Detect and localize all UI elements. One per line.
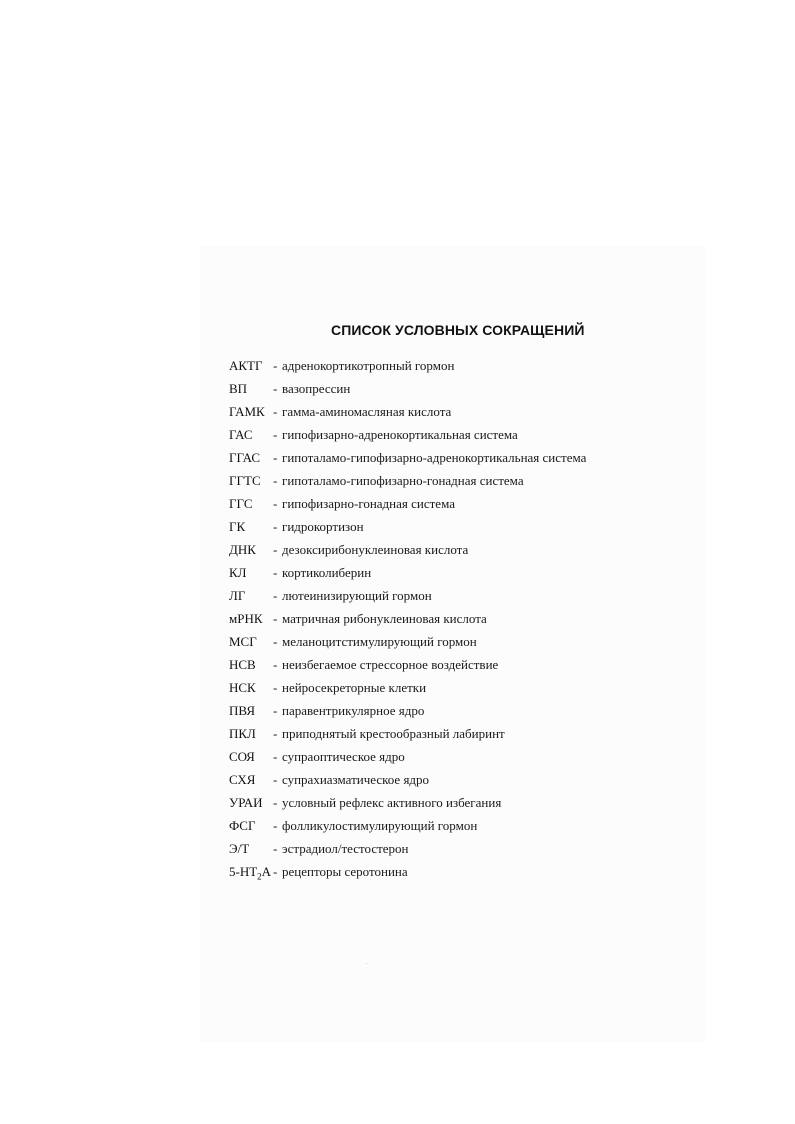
page-title: СПИСОК УСЛОВНЫХ СОКРАЩЕНИЙ <box>331 322 585 338</box>
dash-separator: - <box>273 381 278 396</box>
definition: кортиколиберин <box>282 565 372 580</box>
definition: лютеинизирующий гормон <box>282 588 432 603</box>
abbreviation-list <box>229 357 586 886</box>
definition: неизбегаемое стрессорное воздействие <box>282 657 499 672</box>
list-item <box>229 357 586 380</box>
list-item <box>229 817 586 840</box>
abbreviation-subscript: 2 <box>257 871 262 882</box>
list-item <box>229 426 586 449</box>
definition: фолликулостимулирующий гормон <box>282 818 478 833</box>
abbreviation: КЛ <box>229 565 247 580</box>
list-item <box>229 771 586 794</box>
dash-separator: - <box>273 588 278 603</box>
list-item <box>229 610 586 633</box>
dash-separator: - <box>273 703 278 718</box>
dash-separator: - <box>273 358 278 373</box>
dash-separator: - <box>273 496 278 511</box>
dash-separator: - <box>273 657 278 672</box>
list-item <box>229 794 586 817</box>
definition: нейросекреторные клетки <box>282 680 427 695</box>
scan-speck <box>366 963 367 964</box>
definition: гипоталамо-гипофизарно-адренокортикальная система <box>282 450 587 465</box>
dash-separator: - <box>273 772 278 787</box>
abbreviation <box>229 863 273 886</box>
abbreviation: мРНК <box>229 611 263 626</box>
definition: меланоцитстимулирующий гормон <box>282 634 477 649</box>
definition: условный рефлекс активного избегания <box>282 795 502 810</box>
dash-separator: - <box>273 818 278 833</box>
dash-separator: - <box>273 542 278 557</box>
abbreviation: ПВЯ <box>229 703 256 718</box>
abbreviation: Э/Т <box>229 841 250 856</box>
dash-separator: - <box>273 473 278 488</box>
abbreviation: ФСГ <box>229 818 256 833</box>
list-item <box>229 587 586 610</box>
dash-separator: - <box>273 427 278 442</box>
list-item <box>229 495 586 518</box>
dash-separator: - <box>273 864 278 879</box>
abbreviation-main: 5-HT <box>229 864 258 879</box>
list-item <box>229 380 586 403</box>
abbreviation: ГГАС <box>229 450 261 465</box>
abbreviation: ВП <box>229 381 248 396</box>
abbreviation: УРАИ <box>229 795 263 810</box>
abbreviation: НСК <box>229 680 256 695</box>
list-item <box>229 725 586 748</box>
definition: эстрадиол/тестостерон <box>282 841 409 856</box>
abbreviation: ГАМК <box>229 404 265 419</box>
abbreviation: ГК <box>229 519 246 534</box>
list-item <box>229 679 586 702</box>
list-item <box>229 656 586 679</box>
dash-separator: - <box>273 726 278 741</box>
definition: гипофизарно-адренокортикальная система <box>282 427 518 442</box>
dash-separator: - <box>273 450 278 465</box>
abbreviation: СХЯ <box>229 772 256 787</box>
abbreviation: ПКЛ <box>229 726 256 741</box>
dash-separator: - <box>273 519 278 534</box>
definition: гамма-аминомасляная кислота <box>282 404 452 419</box>
list-item <box>229 518 586 541</box>
definition: гидрокортизон <box>282 519 364 534</box>
dash-separator: - <box>273 611 278 626</box>
definition: паравентрикулярное ядро <box>282 703 425 718</box>
abbreviation: ГГС <box>229 496 253 511</box>
abbreviation: ГГТС <box>229 473 261 488</box>
list-item <box>229 633 586 656</box>
list-item <box>229 449 586 472</box>
definition: супрахиазматическое ядро <box>282 772 430 787</box>
list-item <box>229 541 586 564</box>
list-item <box>229 472 586 495</box>
abbreviation: МСГ <box>229 634 257 649</box>
definition: приподнятый крестообразный лабиринт <box>282 726 505 741</box>
definition: вазопрессин <box>282 381 351 396</box>
list-item <box>229 863 586 886</box>
list-item <box>229 403 586 426</box>
abbreviation: ДНК <box>229 542 256 557</box>
dash-separator: - <box>273 565 278 580</box>
definition: гипофизарно-гонадная система <box>282 496 455 511</box>
list-item <box>229 564 586 587</box>
definition: супраоптическое ядро <box>282 749 405 764</box>
definition: дезоксирибонуклеиновая кислота <box>282 542 469 557</box>
dash-separator: - <box>273 749 278 764</box>
list-item <box>229 702 586 725</box>
dash-separator: - <box>273 841 278 856</box>
list-item <box>229 748 586 771</box>
dash-separator: - <box>273 795 278 810</box>
dash-separator: - <box>273 404 278 419</box>
abbreviation: АКТГ <box>229 358 263 373</box>
definition: матричная рибонуклеиновая кислота <box>282 611 487 626</box>
abbreviation-tail: A <box>261 864 272 879</box>
abbreviation: ГАС <box>229 427 253 442</box>
definition: гипоталамо-гипофизарно-гонадная система <box>282 473 524 488</box>
list-item <box>229 840 586 863</box>
definition: рецепторы серотонина <box>282 864 408 879</box>
dash-separator: - <box>273 634 278 649</box>
abbreviation: ЛГ <box>229 588 246 603</box>
dash-separator: - <box>273 680 278 695</box>
abbreviation: НСВ <box>229 657 256 672</box>
definition: адренокортикотропный гормон <box>282 358 455 373</box>
abbreviation: СОЯ <box>229 749 255 764</box>
